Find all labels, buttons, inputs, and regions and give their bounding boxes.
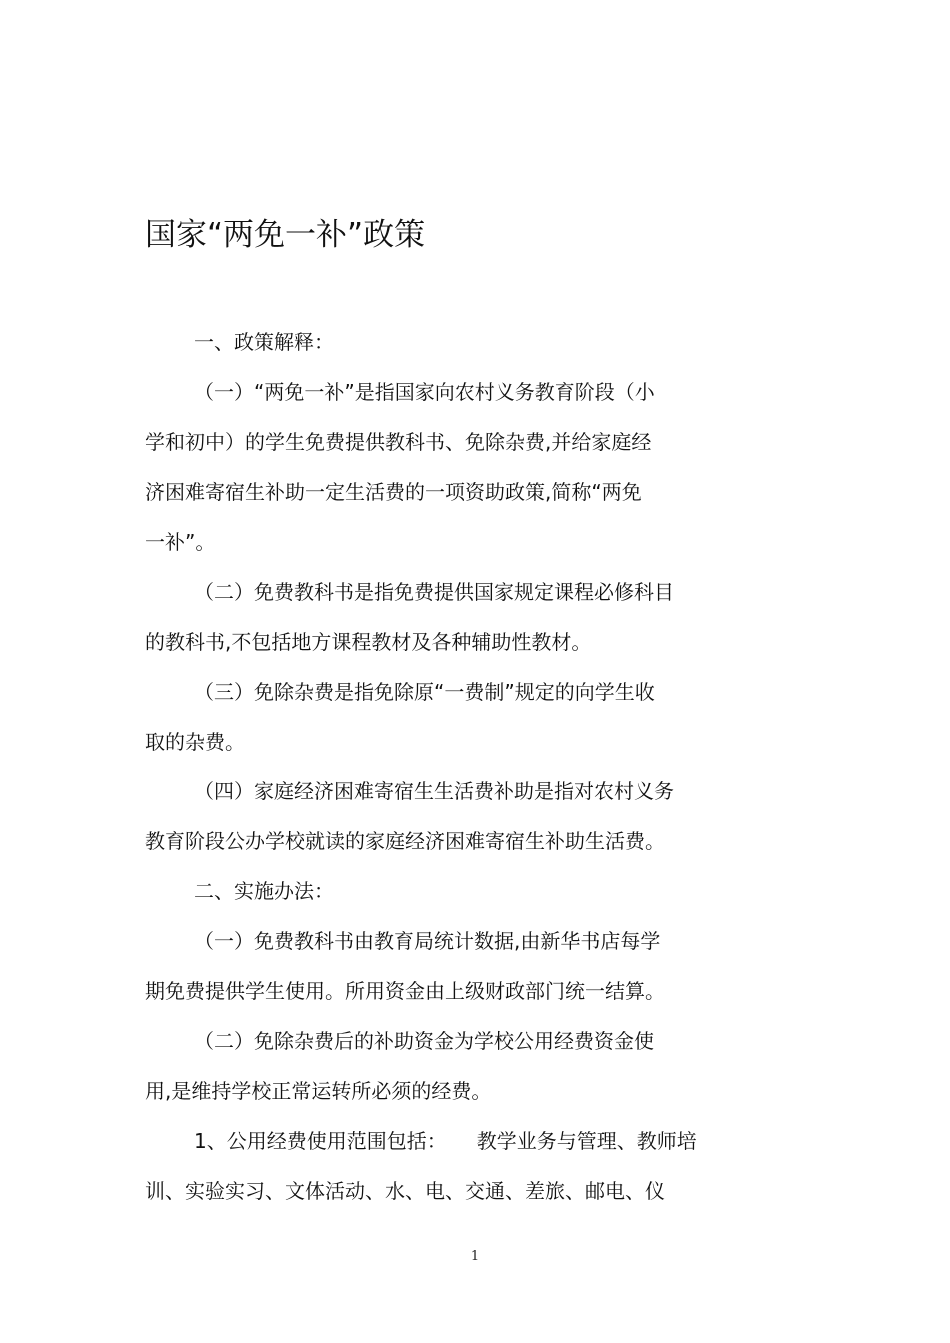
paragraph-line: 一补”。	[145, 530, 216, 554]
paragraph-line: （四）家庭经济困难寄宿生生活费补助是指对农村义务	[194, 779, 674, 803]
paragraph-line: 用,是维持学校正常运转所必须的经费。	[145, 1079, 492, 1103]
paragraph-line: 学和初中）的学生免费提供教科书、免除杂费,并给家庭经	[145, 430, 652, 454]
paragraph-line: 期免费提供学生使用。所用资金由上级财政部门统一结算。	[145, 979, 665, 1003]
paragraph-line: 的教科书,不包括地方课程教材及各种辅助性教材。	[145, 630, 592, 654]
section-heading-implementation: 二、实施办法：	[194, 879, 334, 903]
section-heading-policy-explanation: 一、政策解释：	[194, 330, 334, 354]
document-title: 国家“两免一补”政策	[145, 217, 426, 253]
paragraph-line: （一）免费教科书由教育局统计数据,由新华书店每学	[194, 929, 661, 953]
paragraph-line: 教育阶段公办学校就读的家庭经济困难寄宿生补助生活费。	[145, 829, 665, 853]
paragraph-line: 1、公用经费使用范围包括： 教学业务与管理、教师培	[194, 1129, 697, 1153]
paragraph-line: 训、实验实习、文体活动、水、电、交通、差旅、邮电、仪	[145, 1179, 665, 1203]
paragraph-line: （一）“两免一补”是指国家向农村义务教育阶段（小	[194, 380, 655, 404]
paragraph-line: （二）免费教科书是指免费提供国家规定课程必修科目	[194, 580, 674, 604]
paragraph-line: （二）免除杂费后的补助资金为学校公用经费资金使	[194, 1029, 654, 1053]
paragraph-line: （三）免除杂费是指免除原“一费制”规定的向学生收	[194, 680, 655, 704]
paragraph-line: 济困难寄宿生补助一定生活费的一项资助政策,简称“两免	[145, 480, 642, 504]
paragraph-line: 取的杂费。	[145, 730, 245, 754]
page-number: 1	[470, 1249, 480, 1264]
